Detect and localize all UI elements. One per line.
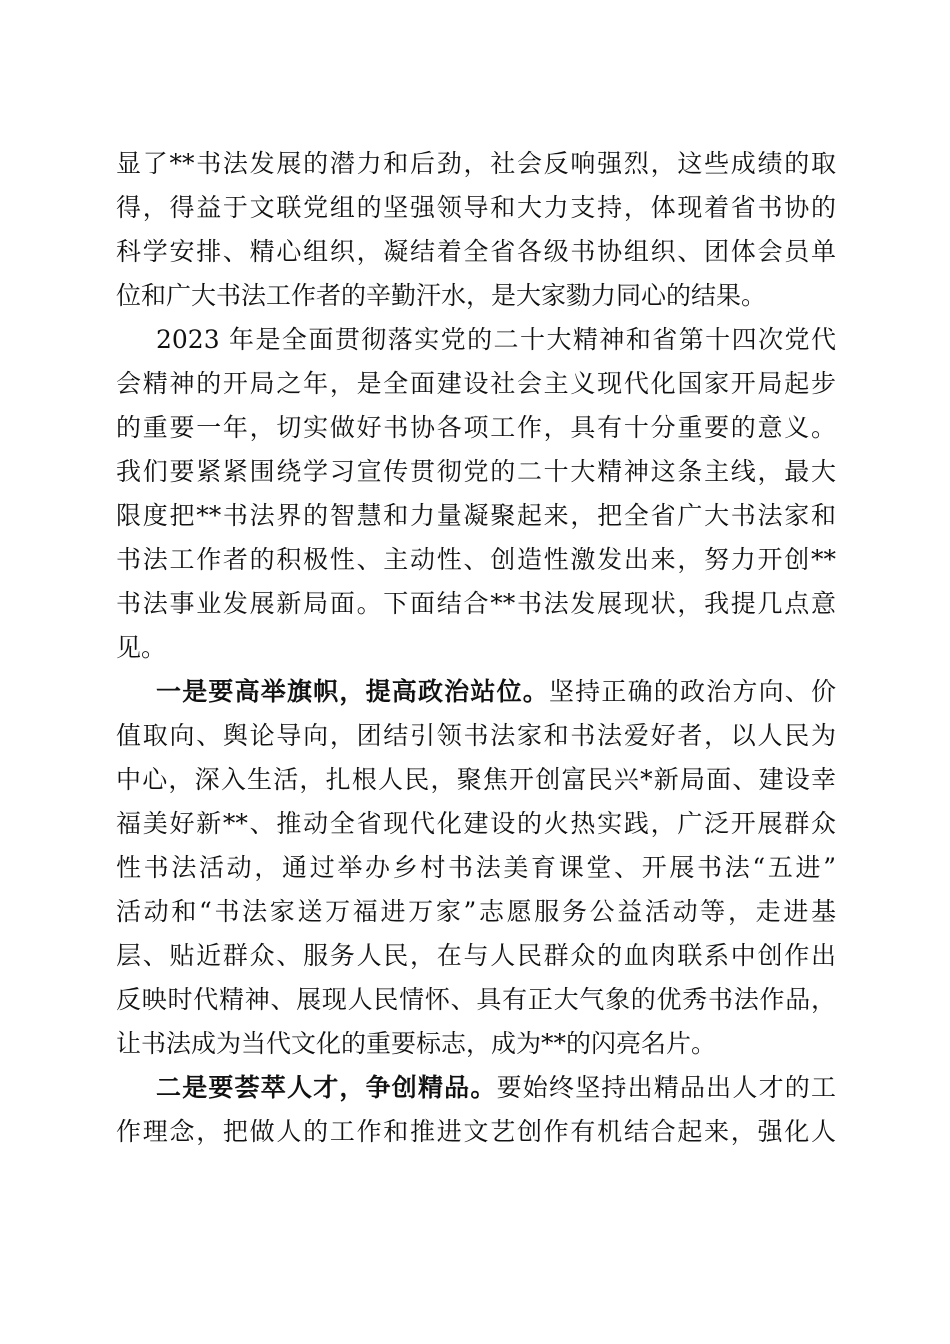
text-line: 会精神的开局之年，是全面建设社会主义现代化国家开局起步 <box>116 369 836 398</box>
text-line: 得，得益于文联党组的坚强领导和大力支持，体现着省书协的 <box>116 193 836 222</box>
text-line: 性书法活动，通过举办乡村书法美育课堂、开展书法“五进” <box>116 853 836 882</box>
text-line: 让书法成为当代文化的重要标志，成为**的闪亮名片。 <box>116 1029 717 1058</box>
heading-line-rest: 坚持正确的政治方向、价 <box>548 677 836 706</box>
paragraph-2 <box>116 318 836 670</box>
text-line: 作理念，把做人的工作和推进文艺创作有机结合起来，强化人 <box>116 1117 836 1146</box>
text-line: 的重要一年，切实做好书协各项工作，具有十分重要的意义。 <box>116 413 836 442</box>
text-line: 值取向、舆论导向，团结引领书法家和书法爱好者，以人民为 <box>116 721 836 750</box>
text-line: 层、贴近群众、服务人民，在与人民群众的血肉联系中创作出 <box>116 941 836 970</box>
text-line: 书法事业发展新局面。下面结合**书法发展现状，我提几点意 <box>116 589 836 618</box>
text-line: 书法工作者的积极性、主动性、创造性激发出来，努力开创** <box>116 545 836 574</box>
text-line: 福美好新**、推动全省现代化建设的火热实践，广泛开展群众 <box>116 809 836 838</box>
paragraph-heading: 二是要荟萃人才，争创精品。 <box>156 1073 497 1102</box>
paragraph-heading: 一是要高举旗帜，提高政治站位。 <box>156 677 549 706</box>
document-body <box>116 142 836 1154</box>
text-line <box>116 1066 836 1110</box>
text-line <box>116 670 836 714</box>
text-line: 限度把**书法界的智慧和力量凝聚起来，把全省广大书法家和 <box>116 501 836 530</box>
text-line: 显了**书法发展的潜力和后劲，社会反响强烈，这些成绩的取 <box>116 149 836 178</box>
text-line: 我们要紧紧围绕学习宣传贯彻党的二十大精神这条主线，最大 <box>116 457 836 486</box>
text-line: 位和广大书法工作者的辛勤汗水，是大家勠力同心的结果。 <box>116 281 767 310</box>
paragraph-3 <box>116 670 836 1066</box>
text-line: 中心，深入生活，扎根人民，聚焦开创富民兴*新局面、建设幸 <box>116 765 836 794</box>
text-line: 活动和“书法家送万福进万家”志愿服务公益活动等，走进基 <box>116 897 836 926</box>
text-line: 2023 年是全面贯彻落实党的二十大精神和省第十四次党代 <box>156 325 836 354</box>
text-line: 科学安排、精心组织，凝结着全省各级书协组织、团体会员单 <box>116 237 836 266</box>
paragraph-4 <box>116 1066 836 1154</box>
text-line: 见。 <box>116 633 167 662</box>
text-line: 反映时代精神、展现人民情怀、具有正大气象的优秀书法作品， <box>116 985 836 1014</box>
heading-line-rest: 要始终坚持出精品出人才的工 <box>496 1073 836 1102</box>
paragraph-1 <box>116 142 836 318</box>
